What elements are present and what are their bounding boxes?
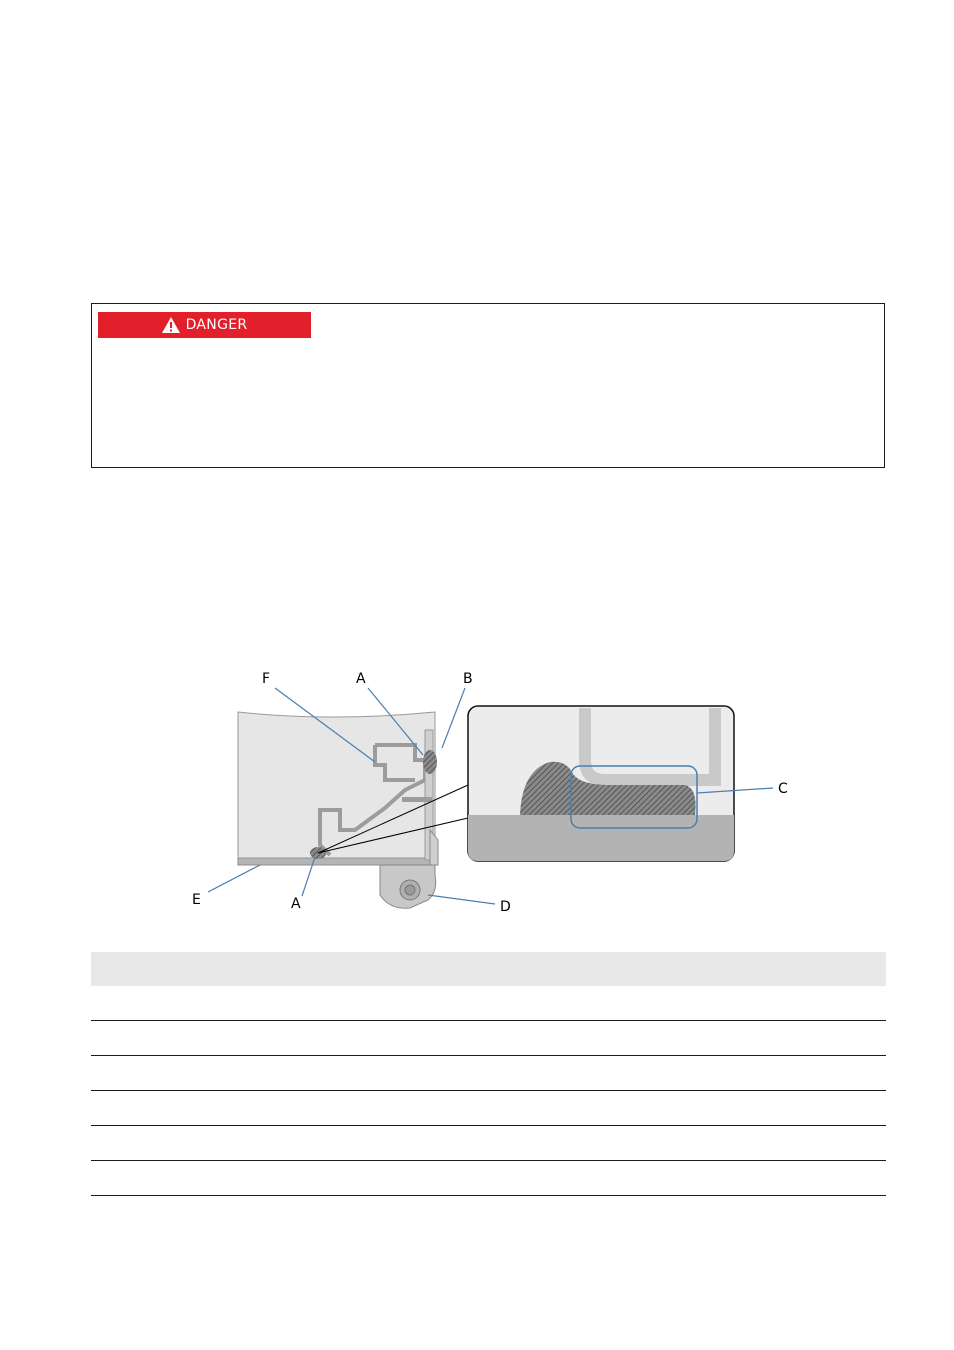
table-row [91, 1021, 886, 1056]
table-row [91, 986, 886, 1021]
table-row [91, 1161, 886, 1196]
callout-e: E [192, 892, 201, 908]
callout-d: D [500, 899, 511, 915]
callout-a-bottom: A [291, 896, 301, 912]
callout-c: C [778, 781, 788, 797]
enclosure-section [238, 712, 438, 908]
seal-detail-figure [180, 660, 820, 920]
callout-f: F [262, 671, 271, 687]
legend-table [91, 952, 886, 1196]
callout-b: B [463, 671, 473, 687]
danger-label: DANGER [185, 317, 248, 333]
danger-badge [98, 312, 311, 338]
table-row [91, 1126, 886, 1161]
warning-triangle-icon [162, 317, 180, 333]
table-header [91, 952, 886, 986]
table-row [91, 1091, 886, 1126]
table-row [91, 1056, 886, 1091]
callout-a-top: A [356, 671, 366, 687]
detail-magnifier [468, 706, 734, 861]
danger-notice-box [91, 303, 885, 468]
